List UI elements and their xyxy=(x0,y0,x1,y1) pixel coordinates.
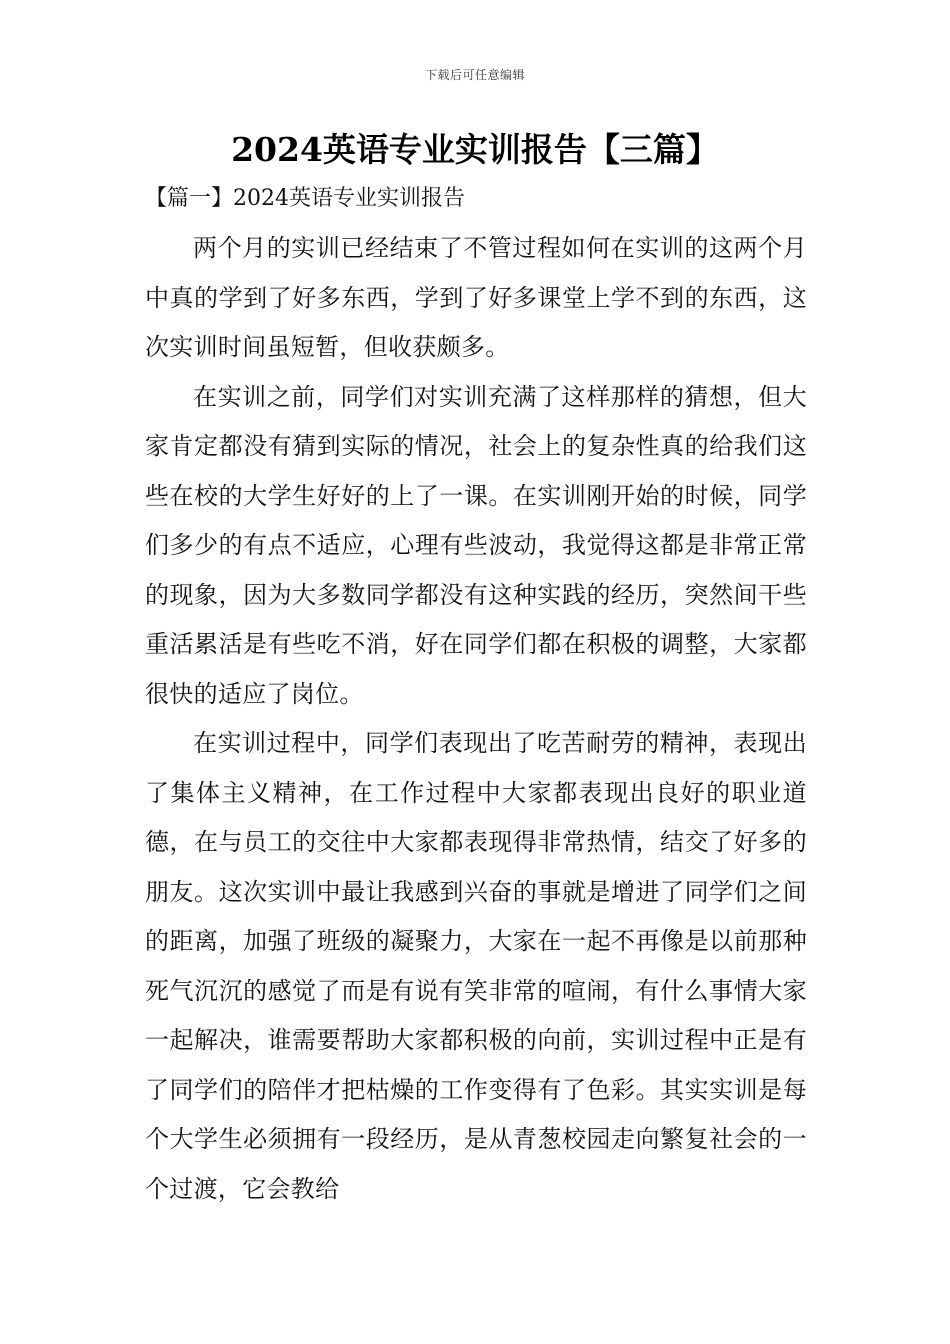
paragraph-2: 在实训之前，同学们对实训充满了这样那样的猜想，但大家肯定都没有猜到实际的情况，社会上的复杂性真的给我们这些在校的大学生好好的上了一课。在实训刚开始的时候，同学们多少的有点不适应，心理有些波动，我觉得这都是非常正常的现象，因为大多数同学都没有这种实践的经历，突然间干些重活累活是有些吃不消，好在同学们都在积极的调整，大家都很快的适应了岗位。 xyxy=(145,382,807,708)
document-title: 2024英语专业实训报告【三篇】 xyxy=(231,130,719,169)
header-note: 下载后可任意编辑 xyxy=(424,68,525,82)
paragraph-3: 在实训过程中，同学们表现出了吃苦耐劳的精神，表现出了集体主义精神，在工作过程中大家都表现出良好的职业道德，在与员工的交往中大家都表现得非常热情，结交了好多的朋友。这次实训中最让我感到兴奋的事就是增进了同学们之间的距离，加强了班级的凝聚力，大家在一起不再像是以前那种死气沉沉的感觉了而是有说有笑非常的喧闹，有什么事情大家一起解决，谁需要帮助大家都积极的向前，实训过程中正是有了同学们的陪伴才把枯燥的工作变得有了色彩。其实实训是每个大学生必须拥有一段经历，是从青葱校园走向繁复社会的一个过渡，它会教给 xyxy=(145,729,807,1203)
section-heading: 【篇一】2024英语专业实训报告 xyxy=(145,186,465,211)
body-text xyxy=(145,224,807,1214)
paragraph-1: 两个月的实训已经结束了不管过程如何在实训的这两个月中真的学到了好多东西，学到了好多课堂上学不到的东西，这次实训时间虽短暂，但收获颇多。 xyxy=(145,234,807,361)
